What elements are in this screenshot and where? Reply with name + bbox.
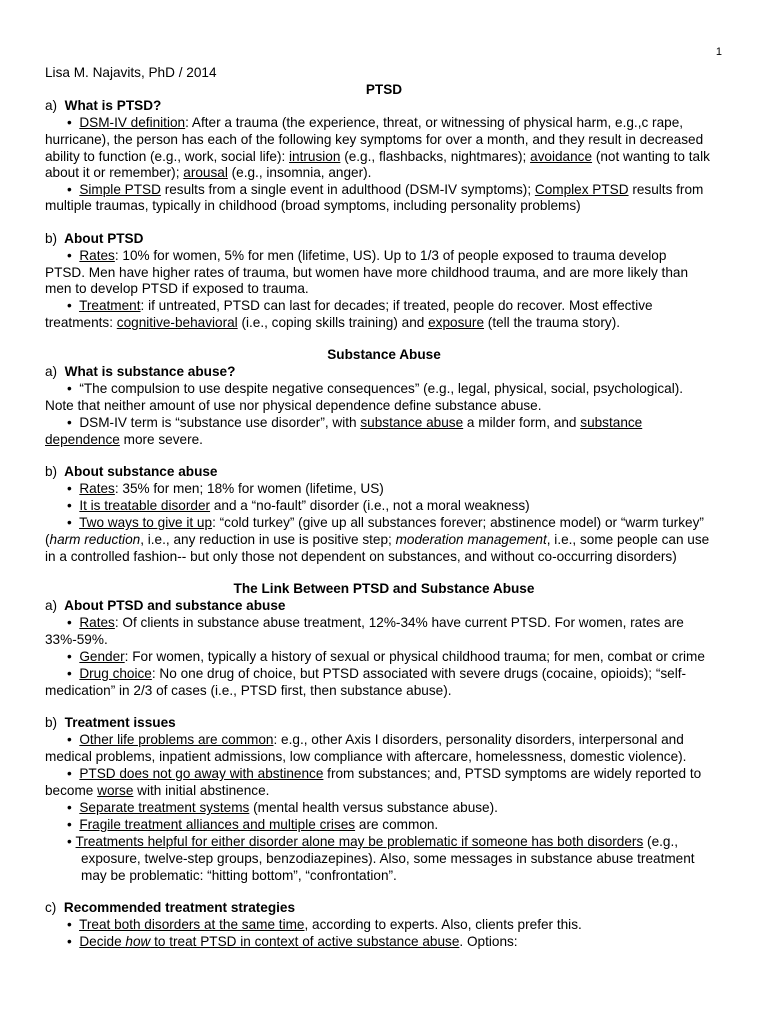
text-line: men to develop PTSD if exposed to trauma. bbox=[45, 281, 309, 296]
author-line: Lisa M. Najavits, PhD / 2014 bbox=[45, 65, 217, 80]
heading-about-sa: b) About substance abuse bbox=[45, 464, 218, 479]
heading-treatment-issues: b) Treatment issues bbox=[45, 715, 176, 730]
section-title-link: The Link Between PTSD and Substance Abuse bbox=[233, 581, 535, 596]
text-line: treatments: cognitive-behavioral (i.e., coping skills training) and exposure (tell the trauma story). bbox=[45, 315, 620, 330]
text-line: PTSD. Men have higher rates of trauma, but women have more childhood trauma, and are more likely than bbox=[45, 265, 689, 280]
text-line: medication” in 2/3 of cases (i.e., PTSD first, then substance abuse). bbox=[45, 683, 452, 698]
bullet-sa-rates: • Rates: 35% for men; 18% for women (lifetime, US) bbox=[67, 481, 384, 496]
heading-about-ptsd: b) About PTSD bbox=[45, 231, 144, 246]
text-line: Note that neither amount of use nor physical dependence define substance abuse. bbox=[45, 398, 542, 413]
bullet-gender: • Gender: For women, typically a history of sexual or physical childhood trauma; for men, combat or crime bbox=[67, 649, 705, 664]
text-line: in a controlled fashion-- but only those not dependent on substances, and without co-occurring disorders) bbox=[45, 549, 677, 564]
bullet-separate-systems: • Separate treatment systems (mental health versus substance abuse). bbox=[67, 800, 498, 815]
page-number: 1 bbox=[715, 46, 722, 58]
bullet-ptsd-abstinence: • PTSD does not go away with abstinence from substances; and, PTSD symptoms are widely reported to bbox=[67, 766, 702, 781]
bullet-drug-choice: • Drug choice: No one drug of choice, but PTSD associated with severe drugs (cocaine, opioids); “self- bbox=[67, 666, 687, 681]
heading-about-ptsd-sa: a) About PTSD and substance abuse bbox=[45, 598, 286, 613]
text-line: may be problematic: “hitting bottom”, “confrontation”. bbox=[81, 868, 397, 883]
bullet-other-problems: • Other life problems are common: e.g., other Axis I disorders, personality disorders, interpersonal and bbox=[67, 732, 684, 747]
bullet-dsm-term: • DSM-IV term is “substance use disorder”, with substance abuse a milder form, and substance bbox=[67, 415, 643, 430]
text-line: become worse with initial abstinence. bbox=[45, 783, 270, 798]
bullet-fragile-alliances: • Fragile treatment alliances and multiple crises are common. bbox=[67, 817, 439, 832]
text-line: ability to function (e.g., work, social life): intrusion (e.g., flashbacks, nightmares); avoidance (not wanting to talk bbox=[45, 149, 710, 164]
bullet-two-ways: • Two ways to give it up: “cold turkey” (give up all substances forever; abstinence model) or “warm turkey” bbox=[67, 515, 704, 530]
text-line: about it or remember); arousal (e.g., insomnia, anger). bbox=[45, 165, 372, 180]
bullet-simple-ptsd: • Simple PTSD results from a single event in adulthood (DSM-IV symptoms); Complex PTSD results from bbox=[67, 182, 704, 197]
bullet-treat-both: • Treat both disorders at the same time, according to experts. Also, clients prefer this. bbox=[67, 917, 582, 932]
bullet-ptsd-treatment: • Treatment: if untreated, PTSD can last for decades; if treated, people do recover. Most effective bbox=[67, 298, 653, 313]
text-line: exposure, twelve-step groups, benzodiazepines). Also, some messages in substance abuse treatment bbox=[81, 851, 695, 866]
bullet-ptsd-rates: • Rates: 10% for women, 5% for men (lifetime, US). Up to 1/3 of people exposed to trauma develop bbox=[67, 248, 667, 263]
heading-what-is-sa: a) What is substance abuse? bbox=[45, 364, 236, 379]
bullet-dsm-definition: • DSM-IV definition: After a trauma (the experience, threat, or witnessing of physical harm, e.g.,c rape, bbox=[67, 115, 684, 130]
text-line: (harm reduction, i.e., any reduction in use is positive step; moderation management, i.e., some people can use bbox=[45, 532, 710, 547]
bullet-link-rates: • Rates: Of clients in substance abuse treatment, 12%-34% have current PTSD. For women, rates are bbox=[67, 615, 684, 630]
section-title-substance-abuse: Substance Abuse bbox=[327, 347, 441, 362]
section-title-ptsd: PTSD bbox=[365, 82, 403, 97]
heading-recommended-strategies: c) Recommended treatment strategies bbox=[45, 900, 296, 915]
bullet-compulsion: • “The compulsion to use despite negative consequences” (e.g., legal, physical, social, psychological). bbox=[67, 381, 684, 396]
heading-what-is-ptsd: a) What is PTSD? bbox=[45, 98, 162, 113]
text-line: medical problems, inpatient admissions, low compliance with aftercare, homelessness, domestic violence). bbox=[45, 749, 687, 764]
bullet-treatments-helpful: • Treatments helpful for either disorder alone may be problematic if someone has both disorders (e.g., bbox=[67, 834, 679, 849]
text-line: dependence more severe. bbox=[45, 432, 203, 447]
text-line: 33%-59%. bbox=[45, 632, 108, 647]
bullet-treatable: • It is treatable disorder and a “no-fault” disorder (i.e., not a moral weakness) bbox=[67, 498, 530, 513]
bullet-decide-how: • Decide how to treat PTSD in context of active substance abuse. Options: bbox=[67, 934, 518, 949]
text-line: multiple traumas, typically in childhood (broad symptoms, including personality problems) bbox=[45, 198, 581, 213]
text-line: hurricane), the person has each of the following key symptoms for over a month, and they result in decreased bbox=[45, 132, 704, 147]
